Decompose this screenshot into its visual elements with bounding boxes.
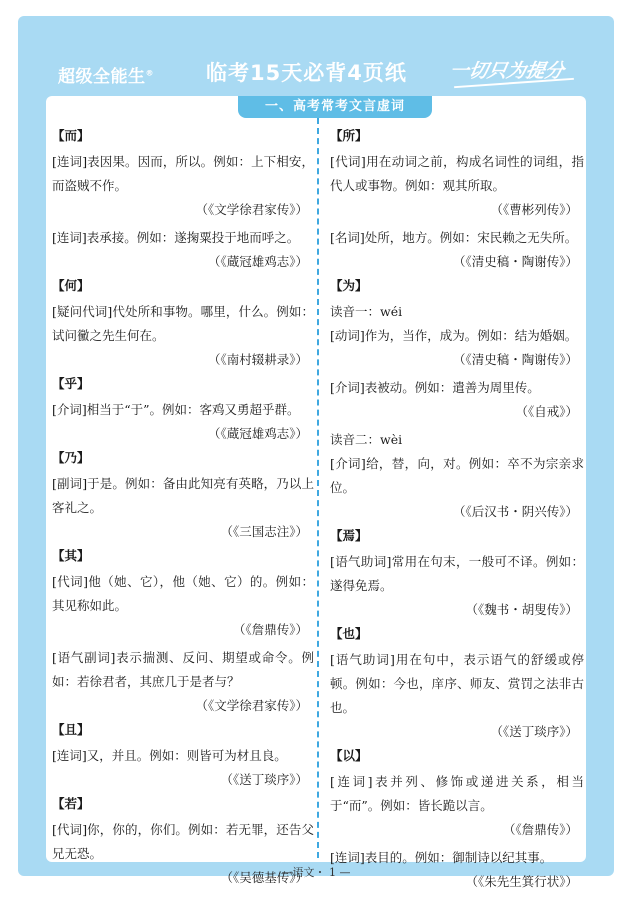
source: （《曹彬列传》） [490,202,578,217]
source: （《送丁琰序》） [220,772,308,787]
entry-word: 【其】 [52,548,90,563]
definition: [介词]表被动。例如：遣善为周里传。 [330,380,540,395]
source: （《朱先生箕行状》） [465,874,578,889]
column-divider [317,118,319,858]
definition: [连词]表承接。例如：遂掬粟投于地而呼之。 [52,230,300,245]
source: （《后汉书・阴兴传》） [452,504,578,519]
pronunciation: 读音二：wèi [330,432,403,447]
definition: [连词]表因果。因而，所以。例如：上下相安，而盗贼不作。 [52,154,314,193]
brand-logo: 超级全能生® [58,67,154,87]
entry-word: 【而】 [52,128,90,143]
section-title: 一、高考常考文言虚词 [238,96,432,118]
header [18,16,614,96]
definition: [代词]用在动词之前，构成名词性的词组，指代人或事物。例如：观其所取。 [330,154,584,193]
entry-word: 【且】 [52,722,90,737]
source: （《清史稿・陶谢传》） [452,352,578,367]
source: （《三国志注》） [220,524,308,539]
definition: [连词]表并列、修饰或递进关系，相当于“而”。例如：皆长跪以言。 [330,774,584,813]
source: （《南村辍耕录》） [207,352,308,367]
definition: [副词]于是。例如：备由此知亮有英略，乃以上客礼之。 [52,476,314,515]
definition: [语气助词]常用在句末，一般可不译。例如：遂得免焉。 [330,554,584,593]
definition: [动词]作为，当作，成为。例如：结为婚姻。 [330,328,578,343]
source: （《文学徐君家传》） [195,202,308,217]
entry-word: 【乎】 [52,376,90,391]
entry-word: 【乃】 [52,450,90,465]
slogan: 一切只为提分 [447,60,566,82]
source: （《文学徐君家传》） [195,698,308,713]
page-title: 临考15天必背4页纸 [206,61,407,85]
entry-word: 【所】 [330,128,368,143]
definition: [代词]你，你的，你们。例如：若无罪，还告父兄无恐。 [52,822,314,861]
entry-word: 【以】 [330,748,368,763]
entry-word: 【焉】 [330,528,368,543]
definition: [疑问代词]代处所和事物。哪里，什么。例如：试问黴之先生何在。 [52,304,314,343]
definition: [语气助词]用在句中，表示语气的舒缓或停顿。例如：今也，庠序、师友、赏罚之法非古也。 [330,652,584,715]
definition: [代词]他（她、它），他（她、它）的。例如：其见称如此。 [52,574,314,613]
right-column [330,126,584,898]
source: （《清史稿・陶谢传》） [452,254,578,269]
source: （《蔵冠雄鸡志》） [207,426,308,441]
left-column [52,126,314,894]
page-frame [18,16,614,889]
entry-word: 【何】 [52,278,90,293]
definition: [连词]又，并且。例如：则皆可为材且良。 [52,748,287,763]
pronunciation: 读音一：wéi [330,304,403,319]
definition: [介词]相当于“于”。例如：客鸡又勇超乎群。 [52,402,300,417]
entry-word: 【若】 [52,796,90,811]
entry-word: 【也】 [330,626,368,641]
definition: [语气副词]表示揣测、反问、期望或命令。例如：若徐君者，其庶几于是者与？ [52,650,314,689]
definition: [介词]给，替，向，对。例如：卒不为宗亲求位。 [330,456,584,495]
definition: [连词]表目的。例如：御制诗以纪其事。 [330,850,553,865]
page-footer: —语文・ 1 — [281,866,351,879]
source: （《吴德基传》） [220,870,308,885]
source: （《魏书・胡叟传》） [465,602,578,617]
source: （《詹鼎传》） [232,622,308,637]
source: （《蔵冠雄鸡志》） [207,254,308,269]
source: （《送丁琰序》） [490,724,578,739]
source: （《詹鼎传》） [502,822,578,837]
entry-word: 【为】 [330,278,368,293]
definition: [名词]处所，地方。例如：宋民赖之无失所。 [330,230,578,245]
source: （《自戒》） [515,404,578,419]
